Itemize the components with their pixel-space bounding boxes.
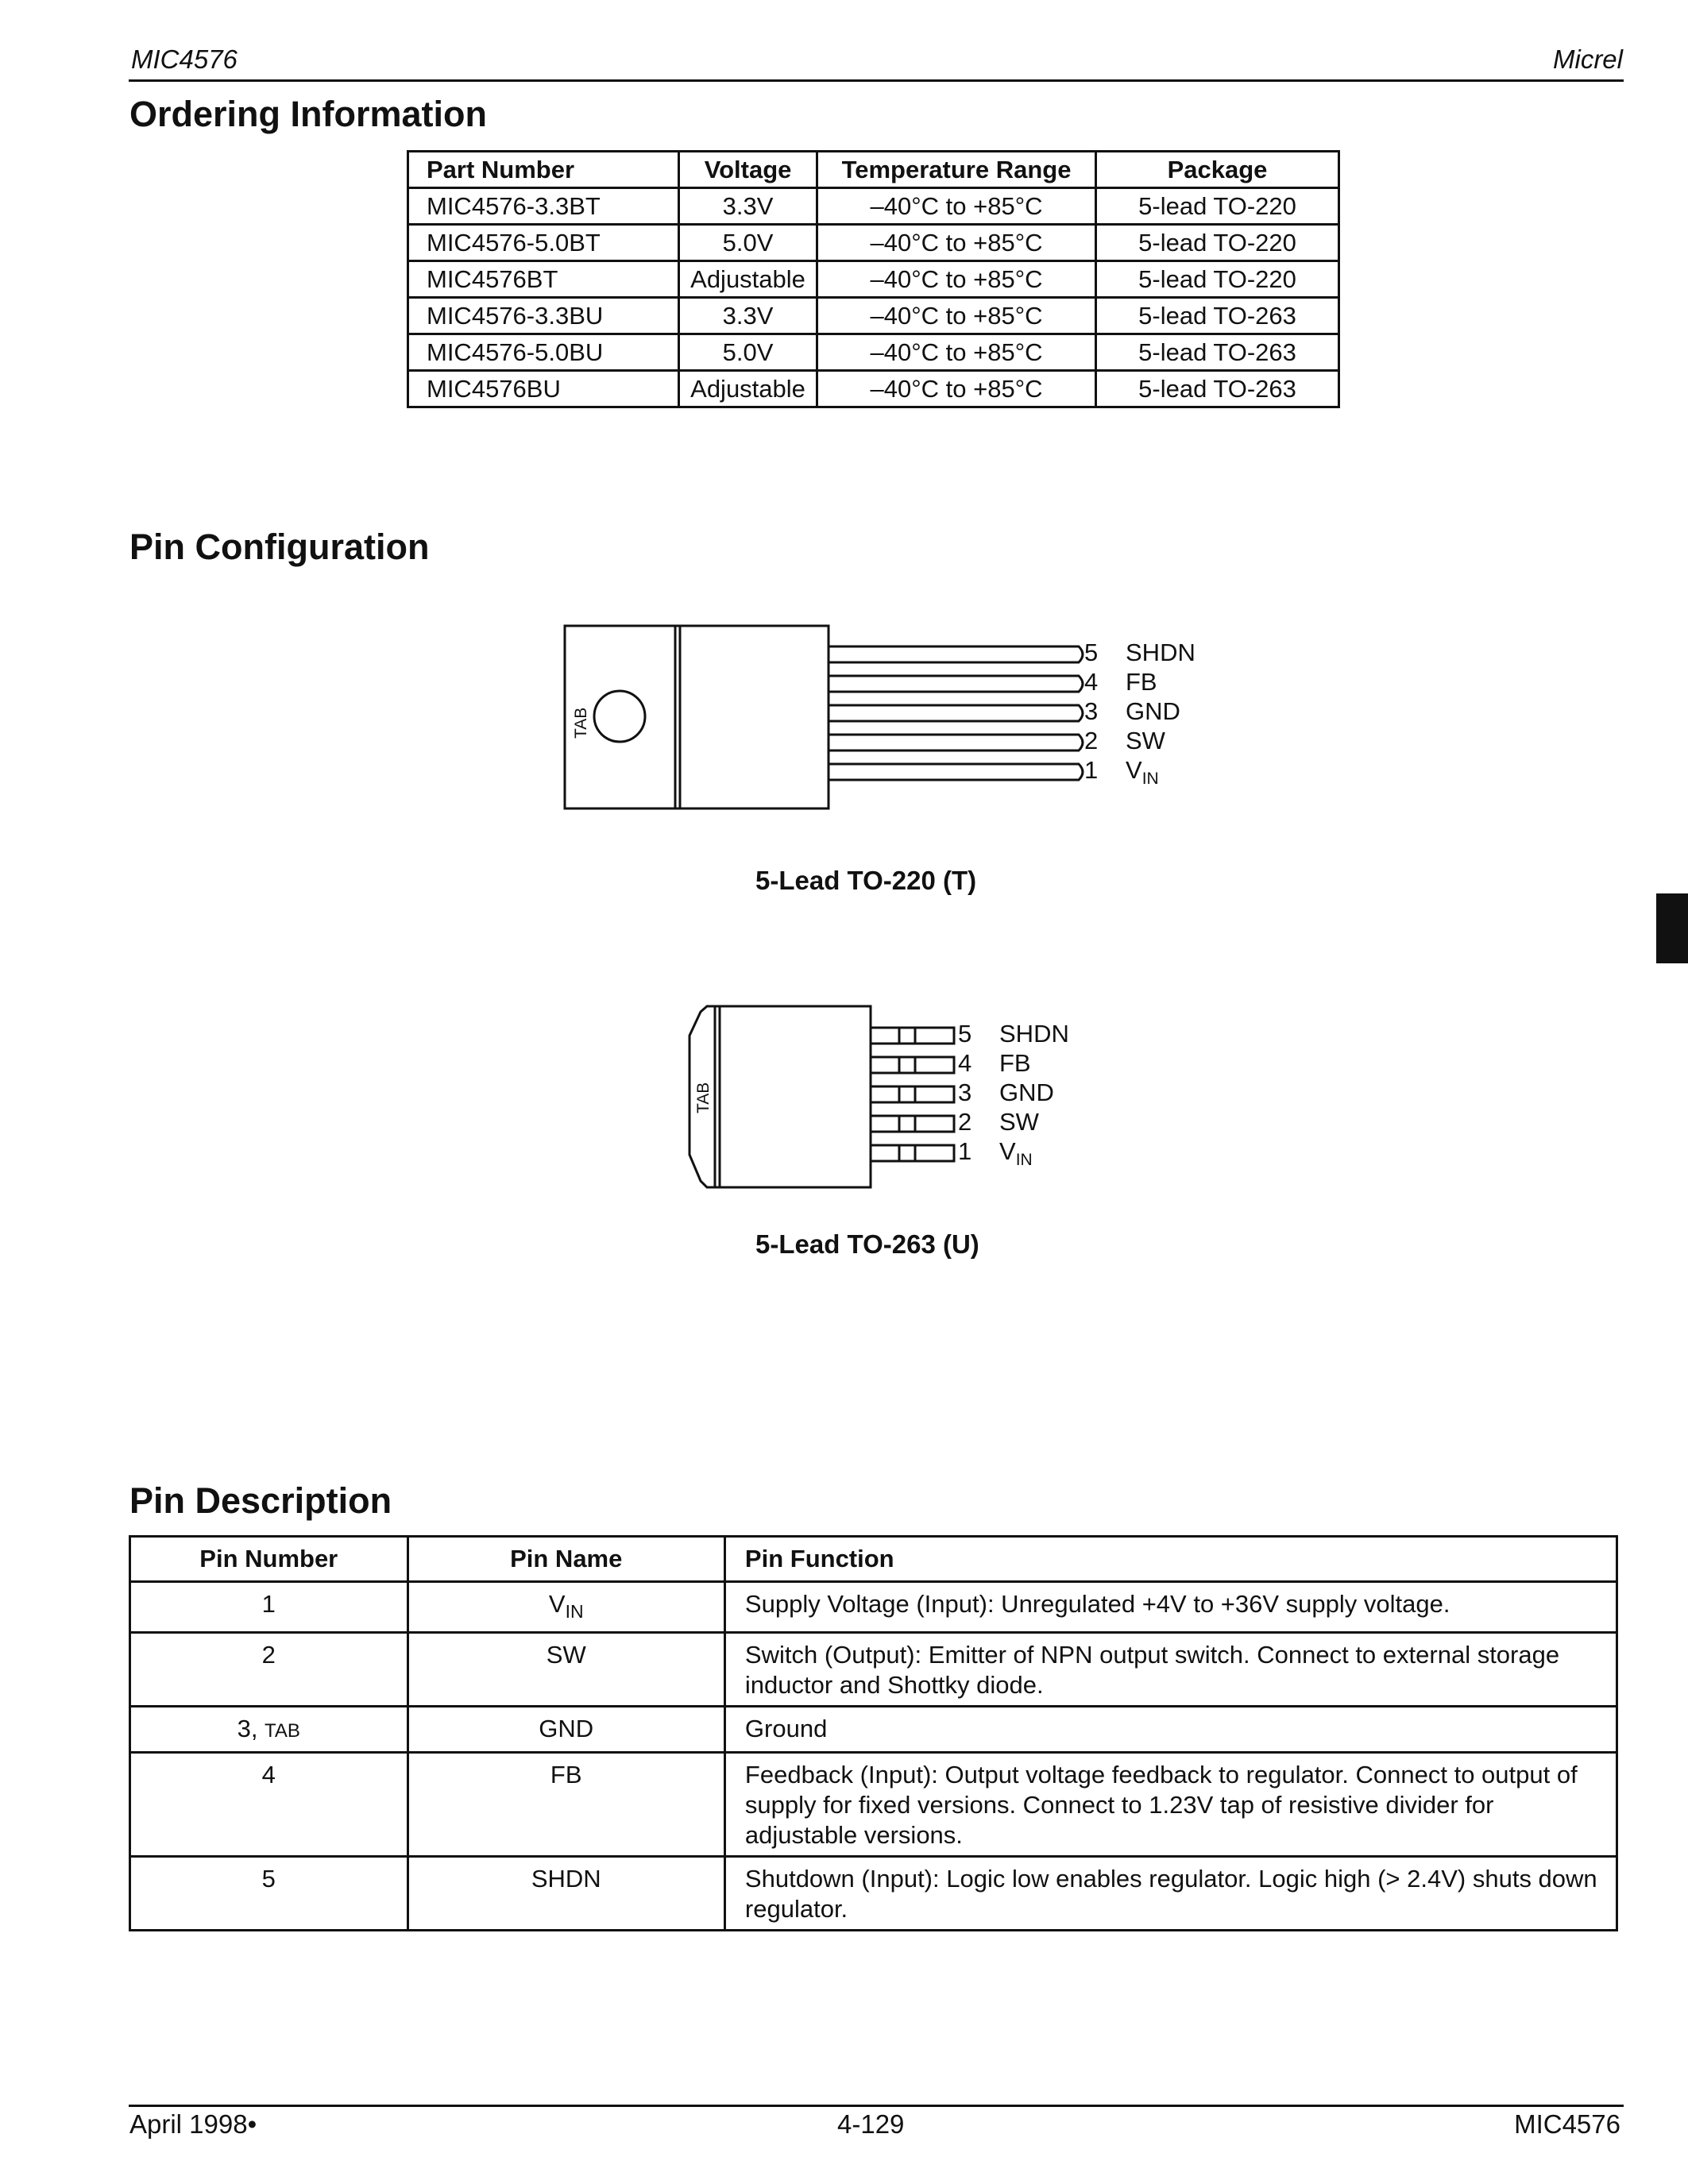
header-company: Micrel — [1553, 44, 1623, 74]
to220-pin-name-subscript: IN — [1141, 770, 1159, 789]
to220-package-drawing — [556, 619, 842, 818]
ordering-cell-package: 5-lead TO-263 — [1096, 334, 1339, 371]
col-temperature-range: Temperature Range — [817, 152, 1096, 188]
pin-name-cell — [408, 1753, 724, 1857]
to263-tab-label: TAB — [694, 1082, 713, 1113]
ordering-cell-package: 5-lead TO-220 — [1096, 188, 1339, 225]
to220-pin-number: 4 — [1084, 668, 1099, 696]
to220-pin-number: 3 — [1084, 697, 1099, 725]
to220-lead-1 — [828, 764, 1083, 780]
pin-name-cell — [408, 1633, 724, 1707]
col-part-number: Part Number — [408, 152, 679, 188]
header-part-number: MIC4576 — [131, 44, 238, 74]
ordering-cell-part-number: MIC4576-5.0BT — [408, 225, 679, 261]
pin-name-cell — [408, 1707, 724, 1753]
to220-pin-name: FB — [1126, 668, 1157, 696]
ordering-row — [408, 371, 1339, 407]
to263-pin-name: V — [999, 1137, 1016, 1165]
to220-pin-label-5 — [1084, 639, 1196, 667]
pin-number-cell — [130, 1857, 408, 1931]
pin-function: Feedback (Input): Output voltage feedback to regulator. Connect to output of supply for fixed versions. Connect to 1.23V tap of resistive divider for adjustable versions. — [724, 1753, 1617, 1857]
ordering-title: Ordering Information — [129, 94, 487, 134]
pin-number: 5 — [261, 1865, 276, 1893]
ordering-row — [408, 298, 1339, 334]
to263-lead-4 — [871, 1057, 954, 1073]
to263-pin-label-5 — [958, 1020, 1069, 1048]
header-rule — [129, 79, 1624, 82]
to263-pin-name: SHDN — [999, 1020, 1069, 1048]
ordering-cell-voltage: 5.0V — [679, 334, 817, 371]
footer-rule — [129, 2105, 1624, 2107]
to263-package-drawing — [683, 1002, 874, 1193]
pin-function: Supply Voltage (Input): Unregulated +4V to +36V supply voltage. — [724, 1582, 1617, 1633]
to220-lead-3 — [828, 705, 1083, 721]
to263-pin-number: 3 — [958, 1078, 972, 1106]
pin-desc-header-row — [130, 1537, 1617, 1582]
pin-number: 4 — [261, 1761, 276, 1789]
pin-number-cell — [130, 1582, 408, 1633]
pin-name-cell — [408, 1582, 724, 1633]
to263-pin-label-2 — [958, 1108, 1039, 1136]
to220-pin-name: V — [1126, 756, 1142, 784]
to263-pin-number: 4 — [958, 1049, 972, 1077]
footer-date — [129, 2109, 257, 2140]
ordering-row — [408, 188, 1339, 225]
col-pin-number: Pin Number — [130, 1537, 408, 1582]
to220-pin-label-2 — [1084, 727, 1165, 755]
ordering-header-row — [408, 152, 1339, 188]
to220-pin-label-1 — [1084, 756, 1159, 789]
to263-pin-label-4 — [958, 1049, 1031, 1078]
to220-pin-label-4 — [1084, 668, 1157, 696]
pin-number: 3, — [237, 1715, 265, 1743]
to263-lead-5 — [871, 1028, 954, 1044]
pin-config-title: Pin Configuration — [129, 527, 430, 567]
to263-lead-3 — [871, 1086, 954, 1102]
ordering-row — [408, 334, 1339, 371]
to220-lead-5 — [828, 646, 1083, 662]
ordering-cell-part-number: MIC4576-5.0BU — [408, 334, 679, 371]
ordering-cell-part-number: MIC4576-3.3BT — [408, 188, 679, 225]
pin-desc-row — [130, 1753, 1617, 1857]
ordering-cell-voltage: 3.3V — [679, 298, 817, 334]
to220-lead-4 — [828, 676, 1083, 692]
pin-function: Shutdown (Input): Logic low enables regulator. Logic high (> 2.4V) shuts down regulator. — [724, 1857, 1617, 1931]
ordering-cell-temperature-range: –40°C to +85°C — [817, 298, 1096, 334]
to220-body — [565, 626, 829, 808]
pin-desc-row — [130, 1582, 1617, 1633]
to220-mounting-hole — [594, 691, 645, 742]
to220-caption: 5-Lead TO-220 (T) — [755, 866, 977, 895]
pin-number-cell — [130, 1753, 408, 1857]
ordering-cell-temperature-range: –40°C to +85°C — [817, 261, 1096, 298]
footer-bullet: • — [247, 2109, 257, 2139]
ordering-cell-part-number: MIC4576BU — [408, 371, 679, 407]
pin-name: V — [548, 1590, 566, 1618]
to263-pin-label-3 — [958, 1078, 1054, 1107]
to263-leads — [869, 1023, 964, 1174]
to220-pin-name: SHDN — [1126, 639, 1196, 666]
to263-lead-1 — [871, 1145, 954, 1161]
pin-number-cell — [130, 1707, 408, 1753]
pin-name: GND — [539, 1715, 594, 1743]
to220-pin-number: 1 — [1084, 756, 1099, 784]
ordering-cell-temperature-range: –40°C to +85°C — [817, 334, 1096, 371]
section-edge-tab — [1656, 893, 1688, 963]
footer-date-text: April 1998 — [129, 2109, 248, 2139]
ordering-table — [407, 150, 1340, 408]
pin-name: SW — [546, 1641, 586, 1669]
to220-pin-name: SW — [1126, 727, 1165, 754]
to220-leads — [826, 642, 1088, 793]
ordering-cell-package: 5-lead TO-220 — [1096, 261, 1339, 298]
ordering-cell-voltage: 5.0V — [679, 225, 817, 261]
to220-pin-number: 5 — [1084, 639, 1099, 666]
ordering-row — [408, 261, 1339, 298]
ordering-cell-temperature-range: –40°C to +85°C — [817, 225, 1096, 261]
to220-pin-number: 2 — [1084, 727, 1099, 754]
footer-page-number: 4-129 — [837, 2109, 905, 2139]
col-pin-name: Pin Name — [408, 1537, 724, 1582]
to220-pin-label-3 — [1084, 697, 1180, 726]
ordering-cell-temperature-range: –40°C to +85°C — [817, 188, 1096, 225]
ordering-cell-temperature-range: –40°C to +85°C — [817, 371, 1096, 407]
to220-lead-2 — [828, 735, 1083, 751]
to263-pin-name-subscript: IN — [1015, 1151, 1033, 1170]
ordering-cell-part-number: MIC4576-3.3BU — [408, 298, 679, 334]
ordering-cell-voltage: Adjustable — [679, 371, 817, 407]
to263-caption: 5-Lead TO-263 (U) — [755, 1229, 979, 1259]
footer-part-number: MIC4576 — [1514, 2109, 1620, 2139]
pin-name: FB — [550, 1761, 582, 1789]
ordering-cell-package: 5-lead TO-220 — [1096, 225, 1339, 261]
to220-pin-name: GND — [1126, 697, 1180, 725]
to263-pin-number: 5 — [958, 1020, 972, 1048]
to263-lead-2 — [871, 1116, 954, 1132]
col-pin-function: Pin Function — [724, 1537, 1617, 1582]
ordering-cell-package: 5-lead TO-263 — [1096, 371, 1339, 407]
to220-tab-label: TAB — [572, 707, 590, 739]
pin-number-cell — [130, 1633, 408, 1707]
pin-name-cell — [408, 1857, 724, 1931]
col-package: Package — [1096, 152, 1339, 188]
col-voltage: Voltage — [679, 152, 817, 188]
pin-number-tab: TAB — [265, 1720, 300, 1742]
ordering-row — [408, 225, 1339, 261]
pin-desc-row — [130, 1633, 1617, 1707]
to263-pin-name: GND — [999, 1078, 1054, 1106]
ordering-cell-part-number: MIC4576BT — [408, 261, 679, 298]
to263-pin-label-1 — [958, 1137, 1033, 1170]
to263-body — [689, 1006, 871, 1187]
ordering-cell-voltage: 3.3V — [679, 188, 817, 225]
to263-pin-name: FB — [999, 1049, 1031, 1077]
pin-desc-row — [130, 1707, 1617, 1753]
pin-function: Ground — [724, 1707, 1617, 1753]
ordering-cell-voltage: Adjustable — [679, 261, 817, 298]
to263-pin-number: 1 — [958, 1137, 972, 1165]
pin-description-table — [129, 1535, 1618, 1931]
pin-number: 2 — [261, 1641, 276, 1669]
ordering-cell-package: 5-lead TO-263 — [1096, 298, 1339, 334]
pin-number: 1 — [261, 1590, 276, 1618]
to263-pin-name: SW — [999, 1108, 1039, 1136]
pin-desc-row — [130, 1857, 1617, 1931]
pin-desc-title: Pin Description — [129, 1480, 392, 1521]
pin-function: Switch (Output): Emitter of NPN output switch. Connect to external storage inductor and Shottky diode. — [724, 1633, 1617, 1707]
to263-pin-number: 2 — [958, 1108, 972, 1136]
pin-name-subscript: IN — [565, 1601, 584, 1623]
pin-name: SHDN — [531, 1865, 601, 1893]
